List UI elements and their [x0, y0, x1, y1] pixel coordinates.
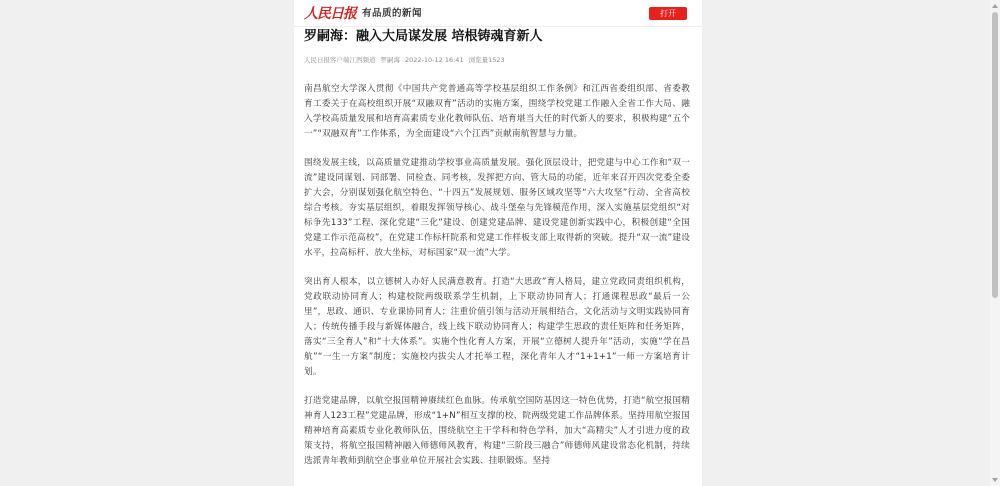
article-author: 罗嗣海 [380, 56, 400, 64]
peoples-daily-logo[interactable]: 人民日报 [304, 6, 356, 22]
article-paragraph: 突出育人根本，以立德树人办好人民满意教育。打造“大思政”育人格局，建立党政同责组织机构，党政联动协同育人；构建校院两级联系学生机制，上下联动协同育人；打通课程思政“最后一公里”，思政、通识、专业课协同育人；注重价值引领与活动开展相结合，文化活动与文明实践协同育人；传统传播手段与新媒体融合，线上线下联动协同育人；构建学生思政的责任矩阵和任务矩阵，落实“三全育人”和“十大体系”。实施个性化育人方案，开展“立德树人提升年”活动，实施“学在昌航”“一生一方案”制度；实施校内拔尖人才托举工程，深化青年人才“1+1+1”一师一方案培育计划。 [304, 277, 690, 377]
top-bar [294, 0, 702, 27]
article-title: 罗嗣海：融入大局谋发展 培根铸魂育新人 [304, 29, 543, 44]
slogan-text: 有品质的新闻 [362, 8, 423, 19]
article-body [304, 82, 690, 483]
article-page [294, 0, 702, 486]
article-source: 人民日报客户端江西频道 [304, 56, 376, 64]
article-paragraph: 南昌航空大学深入贯彻《中国共产党普通高等学校基层组织工作条例》和江西省委组织部、省委教育工委关于在高校组织开展“双融双育”活动的实施方案，围绕学校党建工作融入全省工作大局、融入学校高质量发展和培育高素质专业化教师队伍、培育堪当大任的时代新人的要求，积极构建“五个一”“双融双育”工作体系，为全面建设“六个江西”贡献南航智慧与力量。 [304, 84, 690, 139]
article-paragraph: 打造党建品牌，以航空报国精神赓续红色血脉。传承航空国防基因这一特色优势，打造“航空报国精神育人123工程”党建品牌，形成“1+N”相互支撑的校、院两级党建工作品牌体系。坚持用航空报国精神培育高素质专业化教师队伍，围绕航空主干学科和特色学科，加大“高精尖”人才引进力度的政策支持，将航空报国精神融入师德师风教育，构建“三阶段三融合”师德师风建设常态化机制，持续选派青年教师到航空企事业单位开展社会实践、挂职锻炼。坚持 [304, 396, 690, 466]
scroll-down-arrow-icon[interactable] [992, 478, 998, 482]
vertical-scrollbar[interactable] [990, 0, 1000, 486]
article-views: 浏览量1523 [468, 56, 505, 64]
scroll-up-arrow-icon[interactable] [992, 4, 998, 8]
scrollbar-thumb[interactable] [992, 12, 998, 298]
article-datetime: 2022-10-12 16:41 [405, 56, 464, 64]
open-app-button[interactable]: 打开 [649, 7, 687, 20]
article-meta [304, 55, 510, 65]
article-paragraph: 围绕发展主线，以高质量党建推动学校事业高质量发展。强化顶层设计，把党建与中心工作和“双一流”建设同谋划、同部署、同检查、同考核，发挥把方向、管大局的功能，近年来召开四次党委全委扩大会，分别谋划强化航空特色、“十四五”发展规划、服务区域攻坚等“六大攻坚”行动、全省高校综合考核。夯实基层组织，着眼发挥领导核心、战斗堡垒与先锋模范作用，深入实施基层党组织“对标争先133”工程、深化党建“三化”建设、创建党建品牌、建设党建创新实践中心，积极创建“全国党建工作示范高校”，在党建工作标杆院系和党建工作样板支部上取得新的突破。提升“双一流”建设水平，拉高标杆、放大坐标，对标国家“双一流”大学。 [304, 158, 690, 258]
